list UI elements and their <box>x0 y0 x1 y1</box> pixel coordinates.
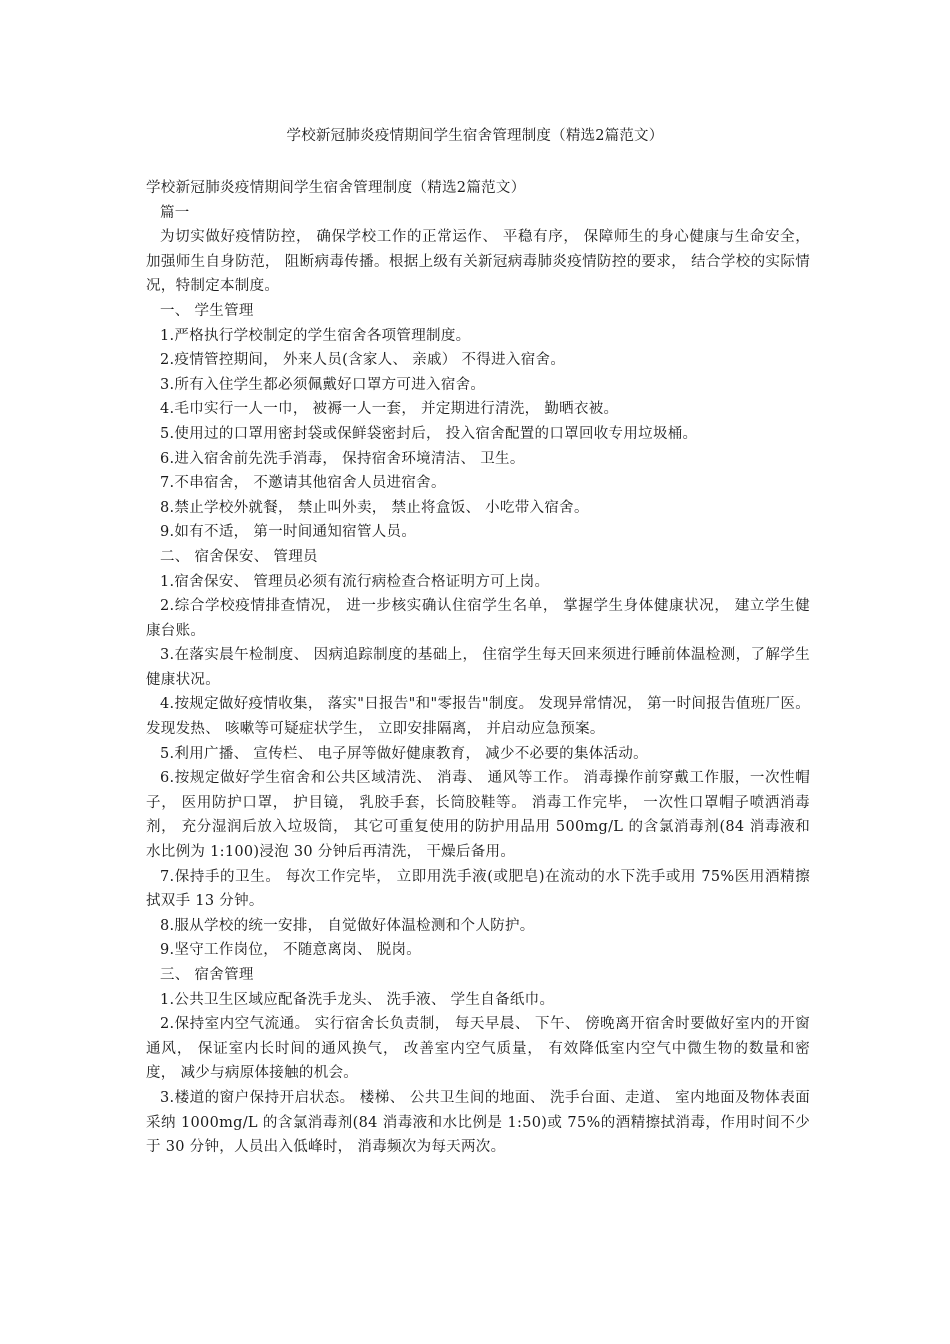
chapter-heading: 篇一 <box>160 204 190 221</box>
document-title: 学校新冠肺炎疫情期间学生宿舍管理制度（精选2篇范文） <box>286 128 664 144</box>
list-item: 3.所有入住学生都必须佩戴好口罩方可进入宿舍。 <box>160 376 486 393</box>
list-item: 8.禁止学校外就餐， 禁止叫外卖， 禁止将盒饭、 小吃带入宿舍。 <box>160 499 589 516</box>
document-body <box>146 176 810 1160</box>
list-item: 3.楼道的窗户保持开启状态。 楼梯、 公共卫生间的地面、 洗手台面、走道、 室内地面及物体表面采纳 1000mg/L 的含氯消毒剂(84 消毒液和水比例是 1:50)或 75%的酒精擦拭消毒，作用时间不少于 30 分钟，人员出入低峰时， 消毒频次为每天两次。 <box>146 1089 810 1156</box>
list-item: 9.坚守工作岗位， 不随意离岗、 脱岗。 <box>160 942 422 959</box>
list-item: 7.不串宿舍， 不邀请其他宿舍人员进宿舍。 <box>160 475 446 492</box>
list-item: 6.按规定做好学生宿舍和公共区域清洗、 消毒、 通风等工作。 消毒操作前穿戴工作服，一次性帽子， 医用防护口罩， 护目镜， 乳胶手套，长筒胶鞋等。 消毒工作完毕， 一次性口罩帽子喷洒消毒剂， 充分湿润后放入垃圾筒， 其它可重复使用的防护用品用 500mg/L 的含氯消毒剂(84 消毒液和水比例为 1:100)浸泡 30 分钟后再清洗， 干燥后备用。 <box>146 770 810 861</box>
list-item: 4.按规定做好疫情收集， 落实"日报告"和"零报告"制度。 发现异常情况， 第一时间报告值班厂医。 发现发热、 咳嗽等可疑症状学生， 立即安排隔离， 并启动应急预案。 <box>146 696 810 738</box>
list-item: 1.宿舍保安、 管理员必须有流行病检查合格证明方可上岗。 <box>160 573 550 590</box>
list-item: 2.疫情管控期间， 外来人员(含家人、 亲戚） 不得进入宿舍。 <box>160 352 566 369</box>
list-item: 2.保持室内空气流通。 实行宿舍长负责制， 每天早晨、 下午、 傍晚离开宿舍时要做好室内的开窗通风， 保证室内长时间的通风换气， 改善室内空气质量， 有效降低室内空气中微生物的数量和密度， 减少与病原体接触的机会。 <box>146 1016 810 1082</box>
intro-paragraph: 为切实做好疫情防控， 确保学校工作的正常运作、 平稳有序， 保障师生的身心健康与生命安全， 加强师生自身防范， 阻断病毒传播。根据上级有关新冠病毒肺炎疫情防控的要求， 结合学校的实际情况，特制定本制度。 <box>146 229 810 295</box>
list-item: 7.保持手的卫生。 每次工作完毕， 立即用洗手液(或肥皂)在流动的水下洗手或用 75%医用酒精擦拭双手 13 分钟。 <box>146 868 810 910</box>
list-item: 5.利用广播、 宣传栏、 电子屏等做好健康教育， 减少不必要的集体活动。 <box>160 745 648 762</box>
document-subtitle: 学校新冠肺炎疫情期间学生宿舍管理制度（精选2篇范文） <box>146 180 526 196</box>
list-item: 8.服从学校的统一安排， 自觉做好体温检测和个人防护。 <box>160 917 535 934</box>
list-item: 9.如有不适， 第一时间通知宿管人员。 <box>160 524 417 541</box>
list-item: 5.使用过的口罩用密封袋或保鲜袋密封后， 投入宿舍配置的口罩回收专用垃圾桶。 <box>160 425 698 442</box>
list-item: 1.公共卫生区域应配备洗手龙头、 洗手液、 学生自备纸巾。 <box>160 991 555 1008</box>
section-heading: 二、 宿舍保安、 管理员 <box>160 548 318 565</box>
list-item: 4.毛巾实行一人一巾， 被褥一人一套， 并定期进行清洗， 勤晒衣被。 <box>160 401 619 418</box>
section-heading: 三、 宿舍管理 <box>160 967 254 983</box>
section-heading: 一、 学生管理 <box>160 302 254 319</box>
list-item: 2.综合学校疫情排查情况， 进一步核实确认住宿学生名单， 掌握学生身体健康状况， 建立学生健康台账。 <box>146 598 810 639</box>
list-item: 1.严格执行学校制定的学生宿舍各项管理制度。 <box>160 327 471 344</box>
list-item: 6.进入宿舍前先洗手消毒， 保持宿舍环境清洁、 卫生。 <box>160 450 525 467</box>
list-item: 3.在落实晨午检制度、 因病追踪制度的基础上， 住宿学生每天回来须进行睡前体温检测，了解学生健康状况。 <box>146 647 810 688</box>
